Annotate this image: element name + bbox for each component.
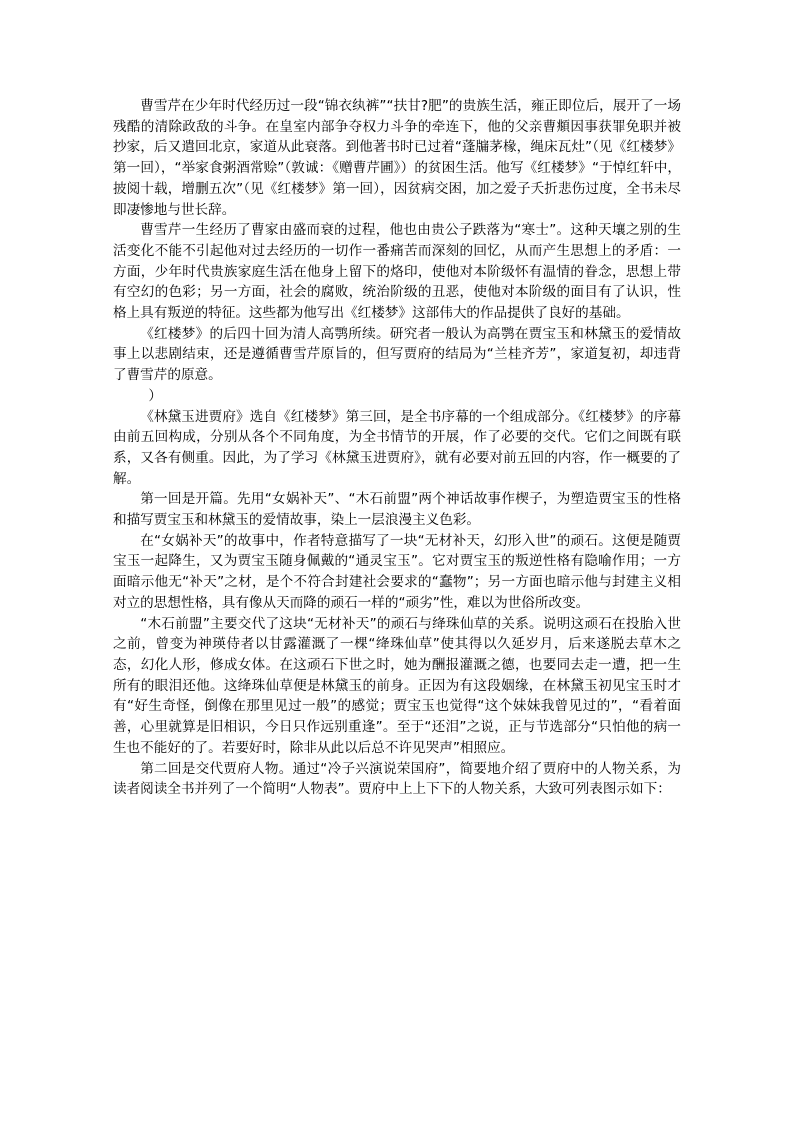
paragraph-closing-bracket: ） — [148, 387, 162, 404]
paragraph-mushi-qianmeng: “木石前盟”主要交代了这块“无材补天”的顽石与绛珠仙草的关系。说明这顽石在投胎入世之前，曾变为神瑛侍者以甘露灌溉了一棵“绛珠仙草”使其得以久延岁月，后来遂脱去草木之态，幻化人形，修成女体。在这顽石下世之时，她为酬报灌溉之德，也要同去走一遭，把一生所有的眼泪还他。这绛珠仙草便是林黛玉的前身。正因为有这段姻缘，在林黛玉初见宝玉时才有“好生奇怪，倒像在那里见过一般”的感觉；贾宝玉也觉得“这个妹妹我曾见过的”，“看着面善，心里就算是旧相识，今日只作远别重逢”。至于“还泪”之说，正与节选部分“只怕他的病一生也不能好的了。若要好时，除非从此以后总不许见哭声”相照应。 — [113, 615, 681, 756]
document-body — [113, 96, 681, 800]
paragraph-nvwa-myth: 在“女娲补天”的故事中，作者特意描写了一块“无材补天，幻形入世”的顽石。这便是随贾宝玉一起降生，又为贾宝玉随身佩戴的“通灵宝玉”。它对贾宝玉的叛逆性格有隐喻作用；一方面暗示他无“补天”之材，是个不符合封建社会要求的“蠢物”；另一方面也暗示他与封建主义相对立的思想性格，具有像从天而降的顽石一样的“顽劣”性，难以为世俗所改变。 — [113, 532, 681, 611]
paragraph-cao-decline: 曹雪芹一生经历了曹家由盛而衰的过程，他也由贵公子跌落为“寒士”。这种天壤之别的生活变化不能不引起他对过去经历的一切作一番痛苦而深刻的回忆，从而产生思想上的矛盾：一方面，少年时代贵族家庭生活在他身上留下的烙印，使他对本阶级怀有温情的眷念，思想上带有空幻的色彩；另一方面，社会的腐败，统治阶级的丑恶，使他对本阶级的面目有了认识，性格上具有叛逆的特征。这些都为他写出《红楼梦》这部伟大的作品提供了良好的基础。 — [113, 222, 681, 322]
paragraph-gao-e-sequel: 《红楼梦》的后四十回为清人高鹗所续。研究者一般认为高鹗在贾宝玉和林黛玉的爱情故事上以悲剧结束，还是遵循曹雪芹原旨的，但写贾府的结局为“兰桂齐芳”，家道复初，却违背了曹雪芹的原意。 — [113, 325, 681, 384]
paragraph-chapter-one: 第一回是开篇。先用“女娲补天”、“木石前盟”两个神话故事作楔子，为塑造贾宝玉的性格和描写贾宝玉和林黛玉的爱情故事，染上一层浪漫主义色彩。 — [113, 491, 681, 529]
paragraph-chapter-two: 第二回是交代贾府人物。通过“冷子兴演说荣国府”，简要地介绍了贾府中的人物关系，为读者阅读全书并列了一个简明“人物表”。贾府中上上下下的人物关系，大致可列表图示如下： — [113, 760, 681, 798]
paragraph-cao-youth: 曹雪芹在少年时代经历过一段“锦衣纨裤”“扶甘?肥”的贵族生活，雍正即位后，展开了一场残酷的清除政敌的斗争。在皇室内部争夺权力斗争的牵连下，他的父亲曹頫因事获罪免职并被抄家，后又遣回北京，家道从此衰落。到他著书时已过着“蓬牖茅椽，绳床瓦灶”（见《红楼梦》第一回），“举家食粥酒常赊”（敦诚：《赠曹芹圃》）的贫困生活。他写《红楼梦》“于悼红轩中，披阅十载，增删五次”（见《红楼梦》第一回），因贫病交困，加之爱子夭折悲伤过度，全书未尽即凄惨地与世长辞。 — [113, 98, 681, 218]
paragraph-lin-daiyu-intro: 《林黛玉进贾府》选自《红楼梦》第三回，是全书序幕的一个组成部分。《红楼梦》的序幕由前五回构成，分别从各个不同角度，为全书情节的开展，作了必要的交代。它们之间既有联系，又各有侧重。因此，为了学习《林黛玉进贾府》，就有必要对前五回的内容，作一概要的了解。 — [113, 408, 681, 487]
